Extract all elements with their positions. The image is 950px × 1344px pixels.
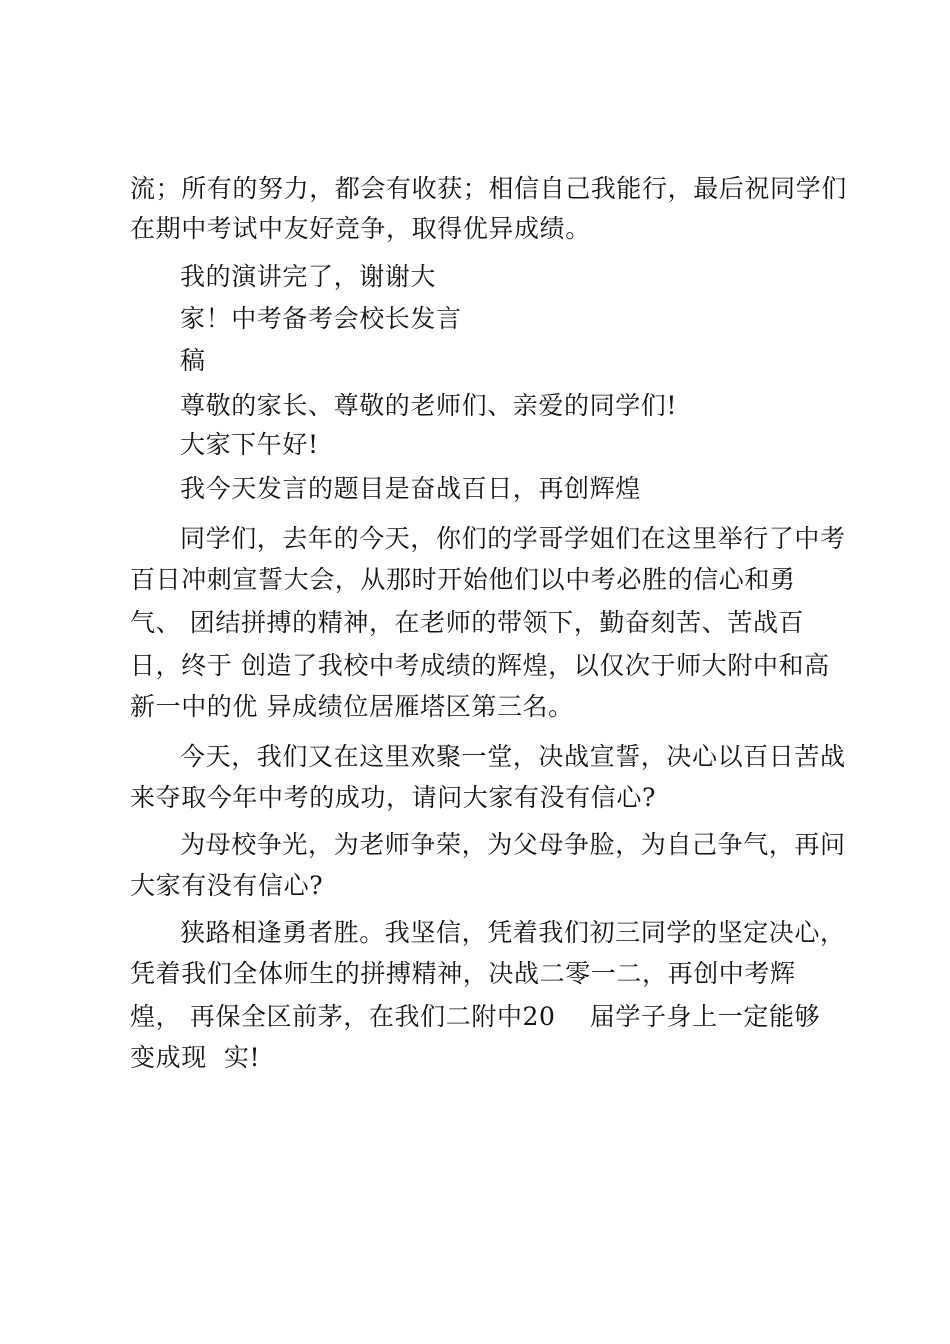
text-line: 为母校争光，为老师争荣，为父母争脸，为自己争气，再问 <box>180 830 846 859</box>
text-line: 今天，我们又在这里欢聚一堂，决战宣誓，决心以百日苦战 <box>180 742 846 771</box>
text-line: 流；所有的努力，都会有收获；相信自己我能行，最后祝同学们 <box>130 174 847 203</box>
text-line: 气、 团结拼搏的精神，在老师的带领下，勤奋刻苦、苦战百 <box>130 608 805 637</box>
greeting: 大家下午好! <box>180 430 319 459</box>
text-line: 来夺取今年中考的成功，请问大家有没有信心? <box>130 783 657 812</box>
text-line: 我的演讲完了，谢谢大 <box>180 262 437 291</box>
text-line: 日，终于 创造了我校中考成绩的辉煌，以仅次于师大附中和高 <box>130 651 830 680</box>
text-line: 狭路相逢勇者胜。我坚信，凭着我们初三同学的坚定决心， <box>180 918 846 947</box>
document-title-line: 家！中考备考会校长发言 <box>180 304 462 333</box>
text-line: 煌， 再保全区前茅，在我们二附中20 届学子身上一定能够 <box>130 1002 821 1031</box>
text-line: 凭着我们全体师生的拼搏精神，决战二零一二，再创中考辉 <box>130 959 796 988</box>
salutation: 尊敬的家长、尊敬的老师们、亲爱的同学们! <box>180 391 678 420</box>
text-line: 同学们，去年的今天，你们的学哥学姐们在这里举行了中考 <box>180 524 846 553</box>
document-title-line: 稿 <box>180 346 206 375</box>
text-line: 变成现 实! <box>130 1043 261 1072</box>
text-line: 新一中的优 异成绩位居雁塔区第三名。 <box>130 692 574 721</box>
text-line: 百日冲刺宣誓大会，从那时开始他们以中考必胜的信心和勇 <box>130 565 796 594</box>
speech-topic: 我今天发言的题目是奋战百日，再创辉煌 <box>180 474 641 503</box>
text-line: 在期中考试中友好竞争，取得优异成绩。 <box>130 214 591 243</box>
text-line: 大家有没有信心? <box>130 871 324 900</box>
